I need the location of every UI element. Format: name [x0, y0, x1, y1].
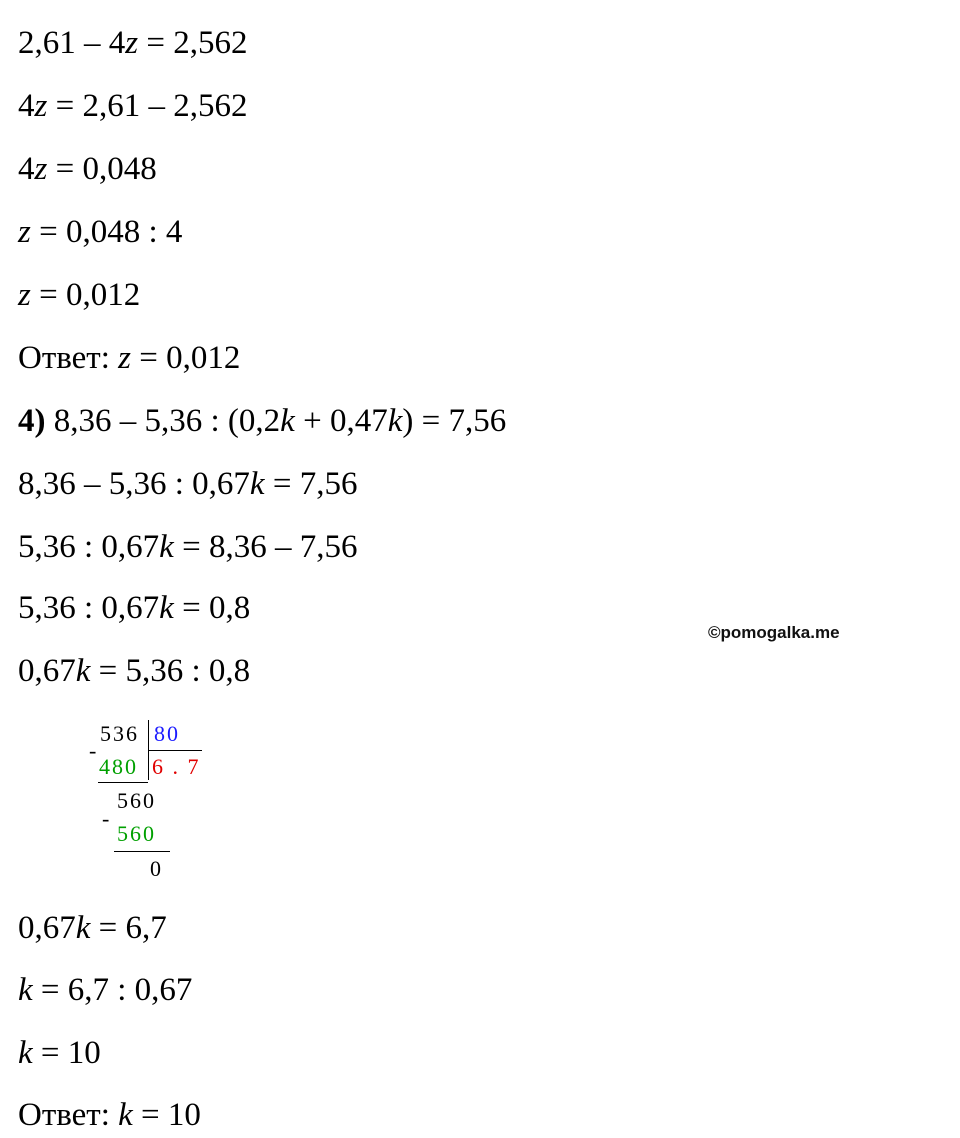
- minus-sign-1: -: [89, 738, 99, 763]
- long-division: [80, 716, 220, 886]
- subtrahend-1: 480: [99, 754, 138, 779]
- equation-line-10: 5,36 : 0,67k = 0,8: [18, 590, 251, 626]
- answer-line-z: Ответ: z = 0,012: [18, 340, 241, 376]
- equation-line-8: 8,36 – 5,36 : 0,67k = 7,56: [18, 466, 358, 502]
- remainder-2: 0: [150, 856, 163, 881]
- quotient: 6 . 7: [152, 754, 201, 779]
- subtraction-line-1: [98, 782, 148, 783]
- answer-line-k: Ответ: k = 10: [18, 1097, 201, 1133]
- subtrahend-2: 560: [117, 821, 156, 846]
- equation-line-13: k = 6,7 : 0,67: [18, 972, 193, 1008]
- problem-4-statement: 4) 8,36 – 5,36 : (0,2k + 0,47k) = 7,56: [18, 403, 507, 439]
- equation-line-3: 4z = 0,048: [18, 151, 157, 187]
- divisor: 80: [154, 721, 180, 746]
- watermark: ©pomogalka.me: [708, 623, 840, 642]
- equation-line-5: z = 0,012: [18, 277, 141, 313]
- equation-line-1: 2,61 – 4z = 2,562: [18, 25, 248, 61]
- quotient-line: [148, 750, 202, 751]
- minus-sign-2: -: [102, 806, 112, 831]
- dividend: 536: [100, 721, 139, 746]
- equation-line-2: 4z = 2,61 – 2,562: [18, 88, 248, 124]
- equation-line-11: 0,67k = 5,36 : 0,8: [18, 653, 251, 689]
- problem-number: 4): [18, 403, 46, 439]
- equation-line-9: 5,36 : 0,67k = 8,36 – 7,56: [18, 529, 358, 565]
- equation-line-4: z = 0,048 : 4: [18, 214, 183, 250]
- subtraction-line-2: [114, 851, 170, 852]
- equation-line-14: k = 10: [18, 1035, 101, 1071]
- remainder-1: 560: [117, 788, 156, 813]
- equation-line-12: 0,67k = 6,7: [18, 910, 167, 946]
